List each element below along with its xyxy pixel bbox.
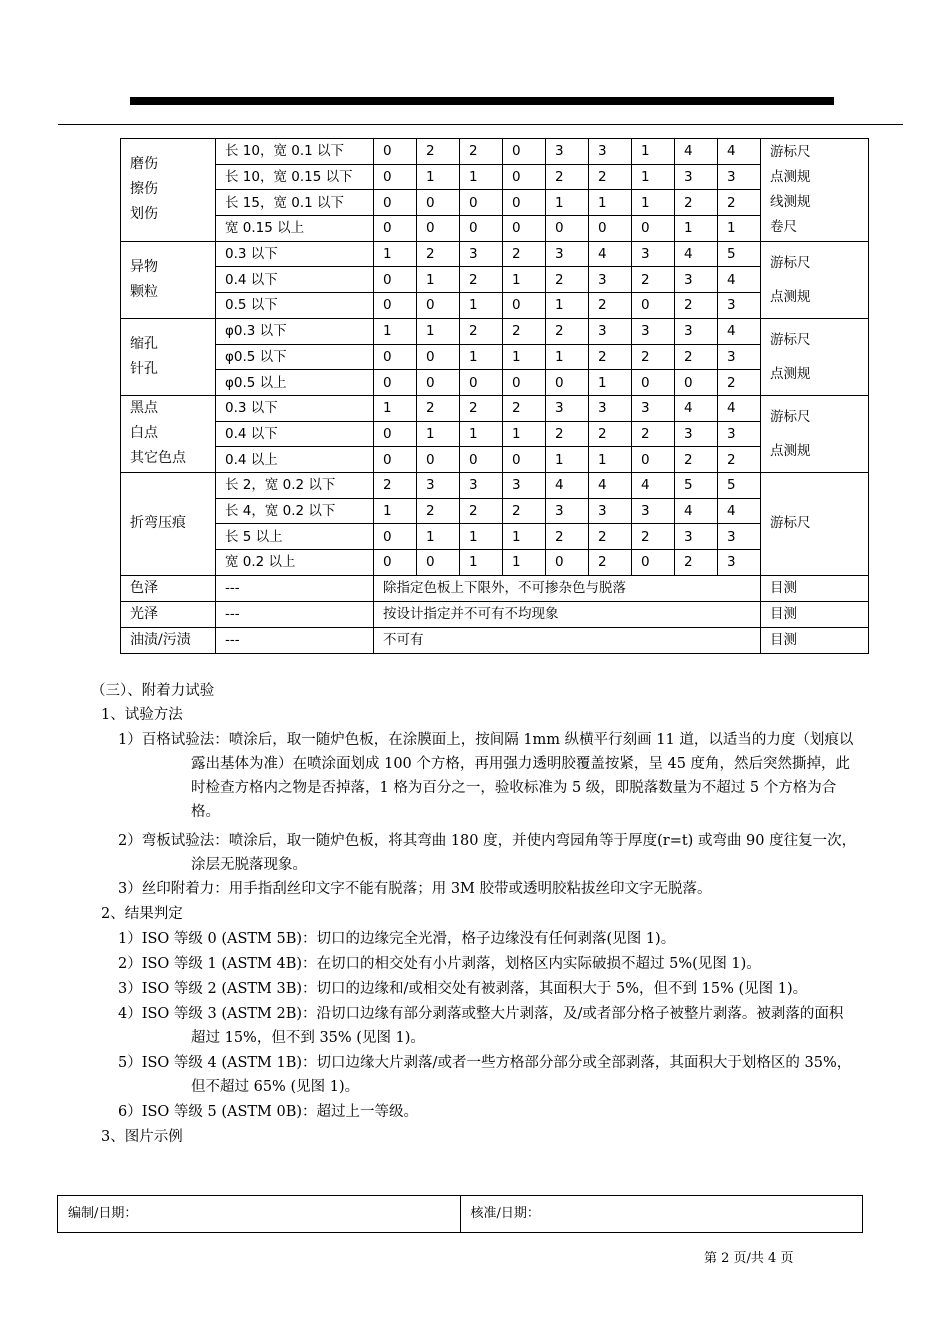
defect-spec: 0.4 以上 bbox=[216, 447, 374, 473]
allowed-count: 2 bbox=[589, 344, 632, 370]
allowed-count: 3 bbox=[589, 267, 632, 293]
allowed-count: 1 bbox=[417, 421, 460, 447]
result-grade-0: 1）ISO 等级 0 (ASTM 5B)：切口的边缘完全光滑，格子边缘没有任何剥落(见图 1)。 bbox=[118, 931, 676, 947]
allowed-count: 2 bbox=[417, 395, 460, 421]
result-grade-3 bbox=[118, 1002, 843, 1050]
allowed-count: 2 bbox=[503, 498, 546, 524]
allowed-count: 1 bbox=[417, 267, 460, 293]
method-crosshatch-line: 露出基体为准）在喷涂面划成 100 个方格，再用强力透明胶覆盖按紧，呈 45 度角，然后突然撕掉，此 bbox=[191, 756, 851, 772]
allowed-count: 1 bbox=[417, 318, 460, 344]
allowed-count: 4 bbox=[718, 395, 761, 421]
allowed-count: 0 bbox=[632, 550, 675, 576]
allowed-count: 5 bbox=[718, 472, 761, 498]
defect-spec: 0.4 以下 bbox=[216, 421, 374, 447]
category-line: 划伤 bbox=[130, 206, 158, 223]
allowed-count: 0 bbox=[460, 370, 503, 396]
defect-spec: 0.5 以下 bbox=[216, 293, 374, 319]
allowed-count: 0 bbox=[460, 216, 503, 242]
allowed-count: 1 bbox=[546, 293, 589, 319]
allowed-count: 4 bbox=[675, 395, 718, 421]
tool-line: 游标尺 bbox=[770, 515, 811, 532]
inspection-tool bbox=[761, 472, 869, 575]
allowed-count: 2 bbox=[632, 524, 675, 550]
defect-spec: 0.3 以下 bbox=[216, 395, 374, 421]
table-row bbox=[121, 216, 869, 242]
requirement-description: 除指定色板上下限外，不可掺杂色与脱落 bbox=[374, 575, 761, 601]
table-row bbox=[121, 447, 869, 473]
table-row bbox=[121, 421, 869, 447]
allowed-count: 0 bbox=[546, 370, 589, 396]
allowed-count: 1 bbox=[632, 164, 675, 190]
allowed-count: 2 bbox=[632, 344, 675, 370]
allowed-count: 0 bbox=[374, 447, 417, 473]
allowed-count: 2 bbox=[718, 447, 761, 473]
allowed-count: 2 bbox=[503, 318, 546, 344]
inspection-tool bbox=[761, 395, 869, 472]
allowed-count: 2 bbox=[632, 267, 675, 293]
allowed-count: 2 bbox=[589, 550, 632, 576]
result-grade-4 bbox=[118, 1051, 851, 1099]
allowed-count: 0 bbox=[503, 370, 546, 396]
allowed-count: 2 bbox=[417, 139, 460, 165]
allowed-count: 2 bbox=[675, 344, 718, 370]
inspection-tool bbox=[761, 241, 869, 318]
tool-line: 点测规 bbox=[770, 442, 811, 459]
allowed-count: 1 bbox=[417, 524, 460, 550]
allowed-count: 4 bbox=[632, 472, 675, 498]
table-row bbox=[121, 601, 869, 627]
allowed-count: 0 bbox=[503, 190, 546, 216]
allowed-count: 0 bbox=[632, 216, 675, 242]
tool-line: 游标尺 bbox=[770, 331, 811, 348]
allowed-count: 1 bbox=[503, 344, 546, 370]
defect-category: 光泽 bbox=[121, 601, 216, 627]
category-line: 黑点 bbox=[130, 400, 158, 417]
allowed-count: 1 bbox=[546, 447, 589, 473]
allowed-count: 0 bbox=[374, 164, 417, 190]
result-grade-4-line: 但不超过 65% (见图 1)。 bbox=[191, 1079, 360, 1095]
requirement-description: 不可有 bbox=[374, 627, 761, 653]
allowed-count: 2 bbox=[546, 524, 589, 550]
requirement-description: 按设计指定并不可有不均现象 bbox=[374, 601, 761, 627]
defect-spec: 0.3 以下 bbox=[216, 241, 374, 267]
method-crosshatch-line: 时检查方格内之物是否掉落，1 格为百分之一，验收标准为 5 级，即脱落数量为不超过 5 个方格为合 bbox=[191, 780, 837, 796]
subheading-picture-example: 3、图片示例 bbox=[101, 1129, 183, 1145]
allowed-count: 0 bbox=[374, 344, 417, 370]
allowed-count: 3 bbox=[675, 524, 718, 550]
allowed-count: 4 bbox=[718, 267, 761, 293]
header-rule-thick bbox=[130, 97, 834, 105]
defect-category bbox=[121, 241, 216, 318]
allowed-count: 2 bbox=[589, 293, 632, 319]
inspection-tool: 目测 bbox=[761, 575, 869, 601]
allowed-count: 4 bbox=[718, 139, 761, 165]
allowed-count: 2 bbox=[460, 498, 503, 524]
tool-line: 游标尺 bbox=[770, 254, 811, 271]
allowed-count: 3 bbox=[546, 395, 589, 421]
allowed-count: 1 bbox=[546, 190, 589, 216]
defect-standard-table bbox=[120, 138, 869, 654]
allowed-count: 0 bbox=[374, 421, 417, 447]
allowed-count: 0 bbox=[417, 293, 460, 319]
allowed-count: 1 bbox=[460, 421, 503, 447]
method-bend bbox=[118, 829, 856, 877]
table-row bbox=[121, 370, 869, 396]
allowed-count: 0 bbox=[632, 447, 675, 473]
subheading-result: 2、结果判定 bbox=[101, 906, 183, 922]
result-grade-2: 3）ISO 等级 2 (ASTM 3B)：切口的边缘和/或相交处有被剥落，其面积大于 5%，但不到 15% (见图 1)。 bbox=[118, 981, 808, 997]
allowed-count: 1 bbox=[632, 139, 675, 165]
allowed-count: 0 bbox=[374, 216, 417, 242]
allowed-count: 0 bbox=[417, 344, 460, 370]
allowed-count: 2 bbox=[675, 293, 718, 319]
inspection-tool: 目测 bbox=[761, 627, 869, 653]
allowed-count: 3 bbox=[632, 395, 675, 421]
result-grade-1: 2）ISO 等级 1 (ASTM 4B)：在切口的相交处有小片剥落，划格区内实际破损不超过 5%(见图 1)。 bbox=[118, 956, 761, 972]
allowed-count: 0 bbox=[503, 216, 546, 242]
allowed-count: 0 bbox=[503, 164, 546, 190]
allowed-count: 2 bbox=[546, 421, 589, 447]
category-line: 折弯压痕 bbox=[130, 515, 186, 532]
inspection-tool bbox=[761, 318, 869, 395]
allowed-count: 0 bbox=[374, 370, 417, 396]
allowed-count: 1 bbox=[460, 550, 503, 576]
allowed-count: 2 bbox=[546, 164, 589, 190]
allowed-count: 3 bbox=[417, 472, 460, 498]
allowed-count: 4 bbox=[589, 241, 632, 267]
table-row bbox=[121, 190, 869, 216]
approved-by-date: 核准/日期： bbox=[460, 1196, 863, 1232]
defect-spec: --- bbox=[216, 627, 374, 653]
table-row bbox=[121, 550, 869, 576]
allowed-count: 1 bbox=[374, 318, 417, 344]
defect-spec: 0.4 以下 bbox=[216, 267, 374, 293]
allowed-count: 0 bbox=[374, 139, 417, 165]
allowed-count: 1 bbox=[503, 421, 546, 447]
method-silkscreen: 3）丝印附着力：用手指刮丝印文字不能有脱落；用 3M 胶带或透明胶粘拔丝印文字无脱落。 bbox=[118, 881, 712, 897]
allowed-count: 0 bbox=[503, 139, 546, 165]
allowed-count: 2 bbox=[546, 318, 589, 344]
allowed-count: 3 bbox=[718, 550, 761, 576]
allowed-count: 0 bbox=[417, 550, 460, 576]
allowed-count: 1 bbox=[589, 447, 632, 473]
allowed-count: 1 bbox=[546, 344, 589, 370]
allowed-count: 3 bbox=[632, 241, 675, 267]
tool-line: 游标尺 bbox=[770, 408, 811, 425]
table-row bbox=[121, 139, 869, 165]
defect-category bbox=[121, 472, 216, 575]
category-line: 擦伤 bbox=[130, 181, 158, 198]
allowed-count: 5 bbox=[675, 472, 718, 498]
category-line: 白点 bbox=[130, 425, 158, 442]
allowed-count: 2 bbox=[503, 241, 546, 267]
allowed-count: 3 bbox=[589, 498, 632, 524]
allowed-count: 1 bbox=[460, 344, 503, 370]
allowed-count: 3 bbox=[675, 267, 718, 293]
allowed-count: 0 bbox=[460, 190, 503, 216]
allowed-count: 2 bbox=[632, 421, 675, 447]
allowed-count: 3 bbox=[675, 318, 718, 344]
allowed-count: 1 bbox=[589, 370, 632, 396]
defect-spec: 长 2，宽 0.2 以下 bbox=[216, 472, 374, 498]
allowed-count: 3 bbox=[675, 421, 718, 447]
result-grade-4-line: 5）ISO 等级 4 (ASTM 1B)：切口边缘大片剥落/或者一些方格部分部分或全部剥落，其面积大于划格区的 35%， bbox=[118, 1055, 852, 1071]
inspection-tool: 目测 bbox=[761, 601, 869, 627]
allowed-count: 4 bbox=[546, 472, 589, 498]
allowed-count: 1 bbox=[374, 498, 417, 524]
allowed-count: 0 bbox=[632, 370, 675, 396]
table-row bbox=[121, 395, 869, 421]
defect-spec: 长 10，宽 0.15 以下 bbox=[216, 164, 374, 190]
tool-line: 点测规 bbox=[770, 365, 811, 382]
table-row bbox=[121, 267, 869, 293]
allowed-count: 3 bbox=[460, 241, 503, 267]
allowed-count: 2 bbox=[460, 395, 503, 421]
defect-category bbox=[121, 139, 216, 242]
allowed-count: 2 bbox=[417, 498, 460, 524]
allowed-count: 4 bbox=[718, 498, 761, 524]
allowed-count: 0 bbox=[546, 216, 589, 242]
allowed-count: 2 bbox=[460, 318, 503, 344]
allowed-count: 1 bbox=[589, 190, 632, 216]
method-bend-line: 2）弯板试验法：喷涂后，取一随炉色板，将其弯曲 180 度，并使内弯园角等于厚度(r=t) 或弯曲 90 度往复一次， bbox=[118, 833, 857, 849]
table-row bbox=[121, 164, 869, 190]
allowed-count: 3 bbox=[546, 241, 589, 267]
allowed-count: 0 bbox=[374, 267, 417, 293]
allowed-count: 2 bbox=[589, 524, 632, 550]
allowed-count: 2 bbox=[718, 190, 761, 216]
allowed-count: 0 bbox=[503, 447, 546, 473]
allowed-count: 2 bbox=[589, 421, 632, 447]
defect-spec: φ0.3 以下 bbox=[216, 318, 374, 344]
allowed-count: 2 bbox=[374, 472, 417, 498]
allowed-count: 1 bbox=[374, 395, 417, 421]
table-row bbox=[121, 241, 869, 267]
defect-spec: 长 15，宽 0.1 以下 bbox=[216, 190, 374, 216]
allowed-count: 1 bbox=[460, 524, 503, 550]
table-row bbox=[121, 627, 869, 653]
allowed-count: 1 bbox=[718, 216, 761, 242]
defect-spec: φ0.5 以上 bbox=[216, 370, 374, 396]
allowed-count: 0 bbox=[417, 447, 460, 473]
header-rule-thin bbox=[58, 124, 903, 125]
inspection-tool bbox=[761, 139, 869, 242]
allowed-count: 4 bbox=[675, 139, 718, 165]
method-crosshatch-line: 1）百格试验法：喷涂后，取一随炉色板，在涂膜面上，按间隔 1mm 纵横平行刻画 11 道，以适当的力度（划痕以 bbox=[118, 732, 854, 748]
defect-spec: 长 4，宽 0.2 以下 bbox=[216, 498, 374, 524]
allowed-count: 3 bbox=[718, 524, 761, 550]
method-crosshatch-line: 格。 bbox=[191, 804, 220, 820]
defect-spec: 宽 0.2 以上 bbox=[216, 550, 374, 576]
section-heading: （三）、附着力试验 bbox=[91, 683, 215, 699]
prepared-by-date: 编制/日期： bbox=[68, 1206, 138, 1221]
allowed-count: 0 bbox=[417, 216, 460, 242]
allowed-count: 3 bbox=[718, 164, 761, 190]
allowed-count: 3 bbox=[546, 498, 589, 524]
allowed-count: 0 bbox=[374, 550, 417, 576]
category-line: 异物 bbox=[130, 258, 158, 275]
signoff-box bbox=[57, 1195, 863, 1233]
page-number: 第 2 页/共 4 页 bbox=[704, 1251, 794, 1266]
allowed-count: 3 bbox=[718, 421, 761, 447]
defect-spec: 宽 0.15 以上 bbox=[216, 216, 374, 242]
category-line: 针孔 bbox=[130, 360, 158, 377]
defect-spec: 长 10，宽 0.1 以下 bbox=[216, 139, 374, 165]
table-row bbox=[121, 472, 869, 498]
allowed-count: 2 bbox=[675, 550, 718, 576]
allowed-count: 3 bbox=[632, 318, 675, 344]
allowed-count: 3 bbox=[718, 293, 761, 319]
allowed-count: 2 bbox=[675, 190, 718, 216]
table-row bbox=[121, 524, 869, 550]
allowed-count: 4 bbox=[675, 498, 718, 524]
defect-category bbox=[121, 318, 216, 395]
allowed-count: 3 bbox=[503, 472, 546, 498]
defect-spec: 长 5 以上 bbox=[216, 524, 374, 550]
category-line: 其它色点 bbox=[130, 450, 186, 467]
tool-line: 游标尺 bbox=[770, 143, 811, 160]
allowed-count: 1 bbox=[675, 216, 718, 242]
allowed-count: 2 bbox=[589, 164, 632, 190]
category-line: 颗粒 bbox=[130, 283, 158, 300]
allowed-count: 1 bbox=[503, 267, 546, 293]
defect-spec: --- bbox=[216, 575, 374, 601]
allowed-count: 3 bbox=[460, 472, 503, 498]
allowed-count: 3 bbox=[589, 139, 632, 165]
allowed-count: 2 bbox=[546, 267, 589, 293]
allowed-count: 4 bbox=[589, 472, 632, 498]
result-grade-3-line: 4）ISO 等级 3 (ASTM 2B)：沿切口边缘有部分剥落或整大片剥落，及/或者部分格子被整片剥落。被剥落的面积 bbox=[118, 1006, 844, 1022]
allowed-count: 0 bbox=[546, 550, 589, 576]
allowed-count: 0 bbox=[417, 190, 460, 216]
allowed-count: 2 bbox=[503, 395, 546, 421]
allowed-count: 0 bbox=[374, 293, 417, 319]
tool-line: 卷尺 bbox=[770, 218, 797, 235]
allowed-count: 0 bbox=[675, 370, 718, 396]
category-line: 缩孔 bbox=[130, 335, 158, 352]
allowed-count: 4 bbox=[718, 318, 761, 344]
allowed-count: 1 bbox=[374, 241, 417, 267]
allowed-count: 3 bbox=[589, 318, 632, 344]
result-grade-5: 6）ISO 等级 5 (ASTM 0B)：超过上一等级。 bbox=[118, 1104, 419, 1120]
defect-spec: --- bbox=[216, 601, 374, 627]
allowed-count: 0 bbox=[503, 293, 546, 319]
allowed-count: 3 bbox=[632, 498, 675, 524]
defect-spec: φ0.5 以下 bbox=[216, 344, 374, 370]
allowed-count: 2 bbox=[718, 370, 761, 396]
allowed-count: 0 bbox=[632, 293, 675, 319]
result-grade-3-line: 超过 15%，但不到 35% (见图 1)。 bbox=[191, 1030, 425, 1046]
allowed-count: 3 bbox=[589, 395, 632, 421]
tool-line: 点测规 bbox=[770, 288, 811, 305]
allowed-count: 0 bbox=[417, 370, 460, 396]
allowed-count: 2 bbox=[675, 447, 718, 473]
defect-category bbox=[121, 395, 216, 472]
subheading-test-method: 1、试验方法 bbox=[101, 707, 183, 723]
allowed-count: 2 bbox=[460, 139, 503, 165]
defect-category: 油渍/污渍 bbox=[121, 627, 216, 653]
allowed-count: 4 bbox=[675, 241, 718, 267]
allowed-count: 1 bbox=[632, 190, 675, 216]
allowed-count: 2 bbox=[460, 267, 503, 293]
allowed-count: 0 bbox=[460, 447, 503, 473]
category-line: 磨伤 bbox=[130, 156, 158, 173]
allowed-count: 1 bbox=[417, 164, 460, 190]
method-crosshatch bbox=[118, 728, 853, 824]
table-row bbox=[121, 498, 869, 524]
allowed-count: 2 bbox=[417, 241, 460, 267]
allowed-count: 1 bbox=[460, 293, 503, 319]
allowed-count: 0 bbox=[589, 216, 632, 242]
table-row bbox=[121, 575, 869, 601]
allowed-count: 5 bbox=[718, 241, 761, 267]
allowed-count: 1 bbox=[503, 524, 546, 550]
allowed-count: 3 bbox=[546, 139, 589, 165]
allowed-count: 3 bbox=[675, 164, 718, 190]
tool-line: 点测规 bbox=[770, 168, 811, 185]
allowed-count: 0 bbox=[374, 190, 417, 216]
method-bend-line: 涂层无脱落现象。 bbox=[191, 857, 307, 873]
tool-line: 线测规 bbox=[770, 193, 811, 210]
table-row bbox=[121, 344, 869, 370]
allowed-count: 3 bbox=[718, 344, 761, 370]
defect-category: 色泽 bbox=[121, 575, 216, 601]
table-row bbox=[121, 293, 869, 319]
allowed-count: 1 bbox=[460, 164, 503, 190]
table-row bbox=[121, 318, 869, 344]
allowed-count: 1 bbox=[503, 550, 546, 576]
allowed-count: 0 bbox=[374, 524, 417, 550]
